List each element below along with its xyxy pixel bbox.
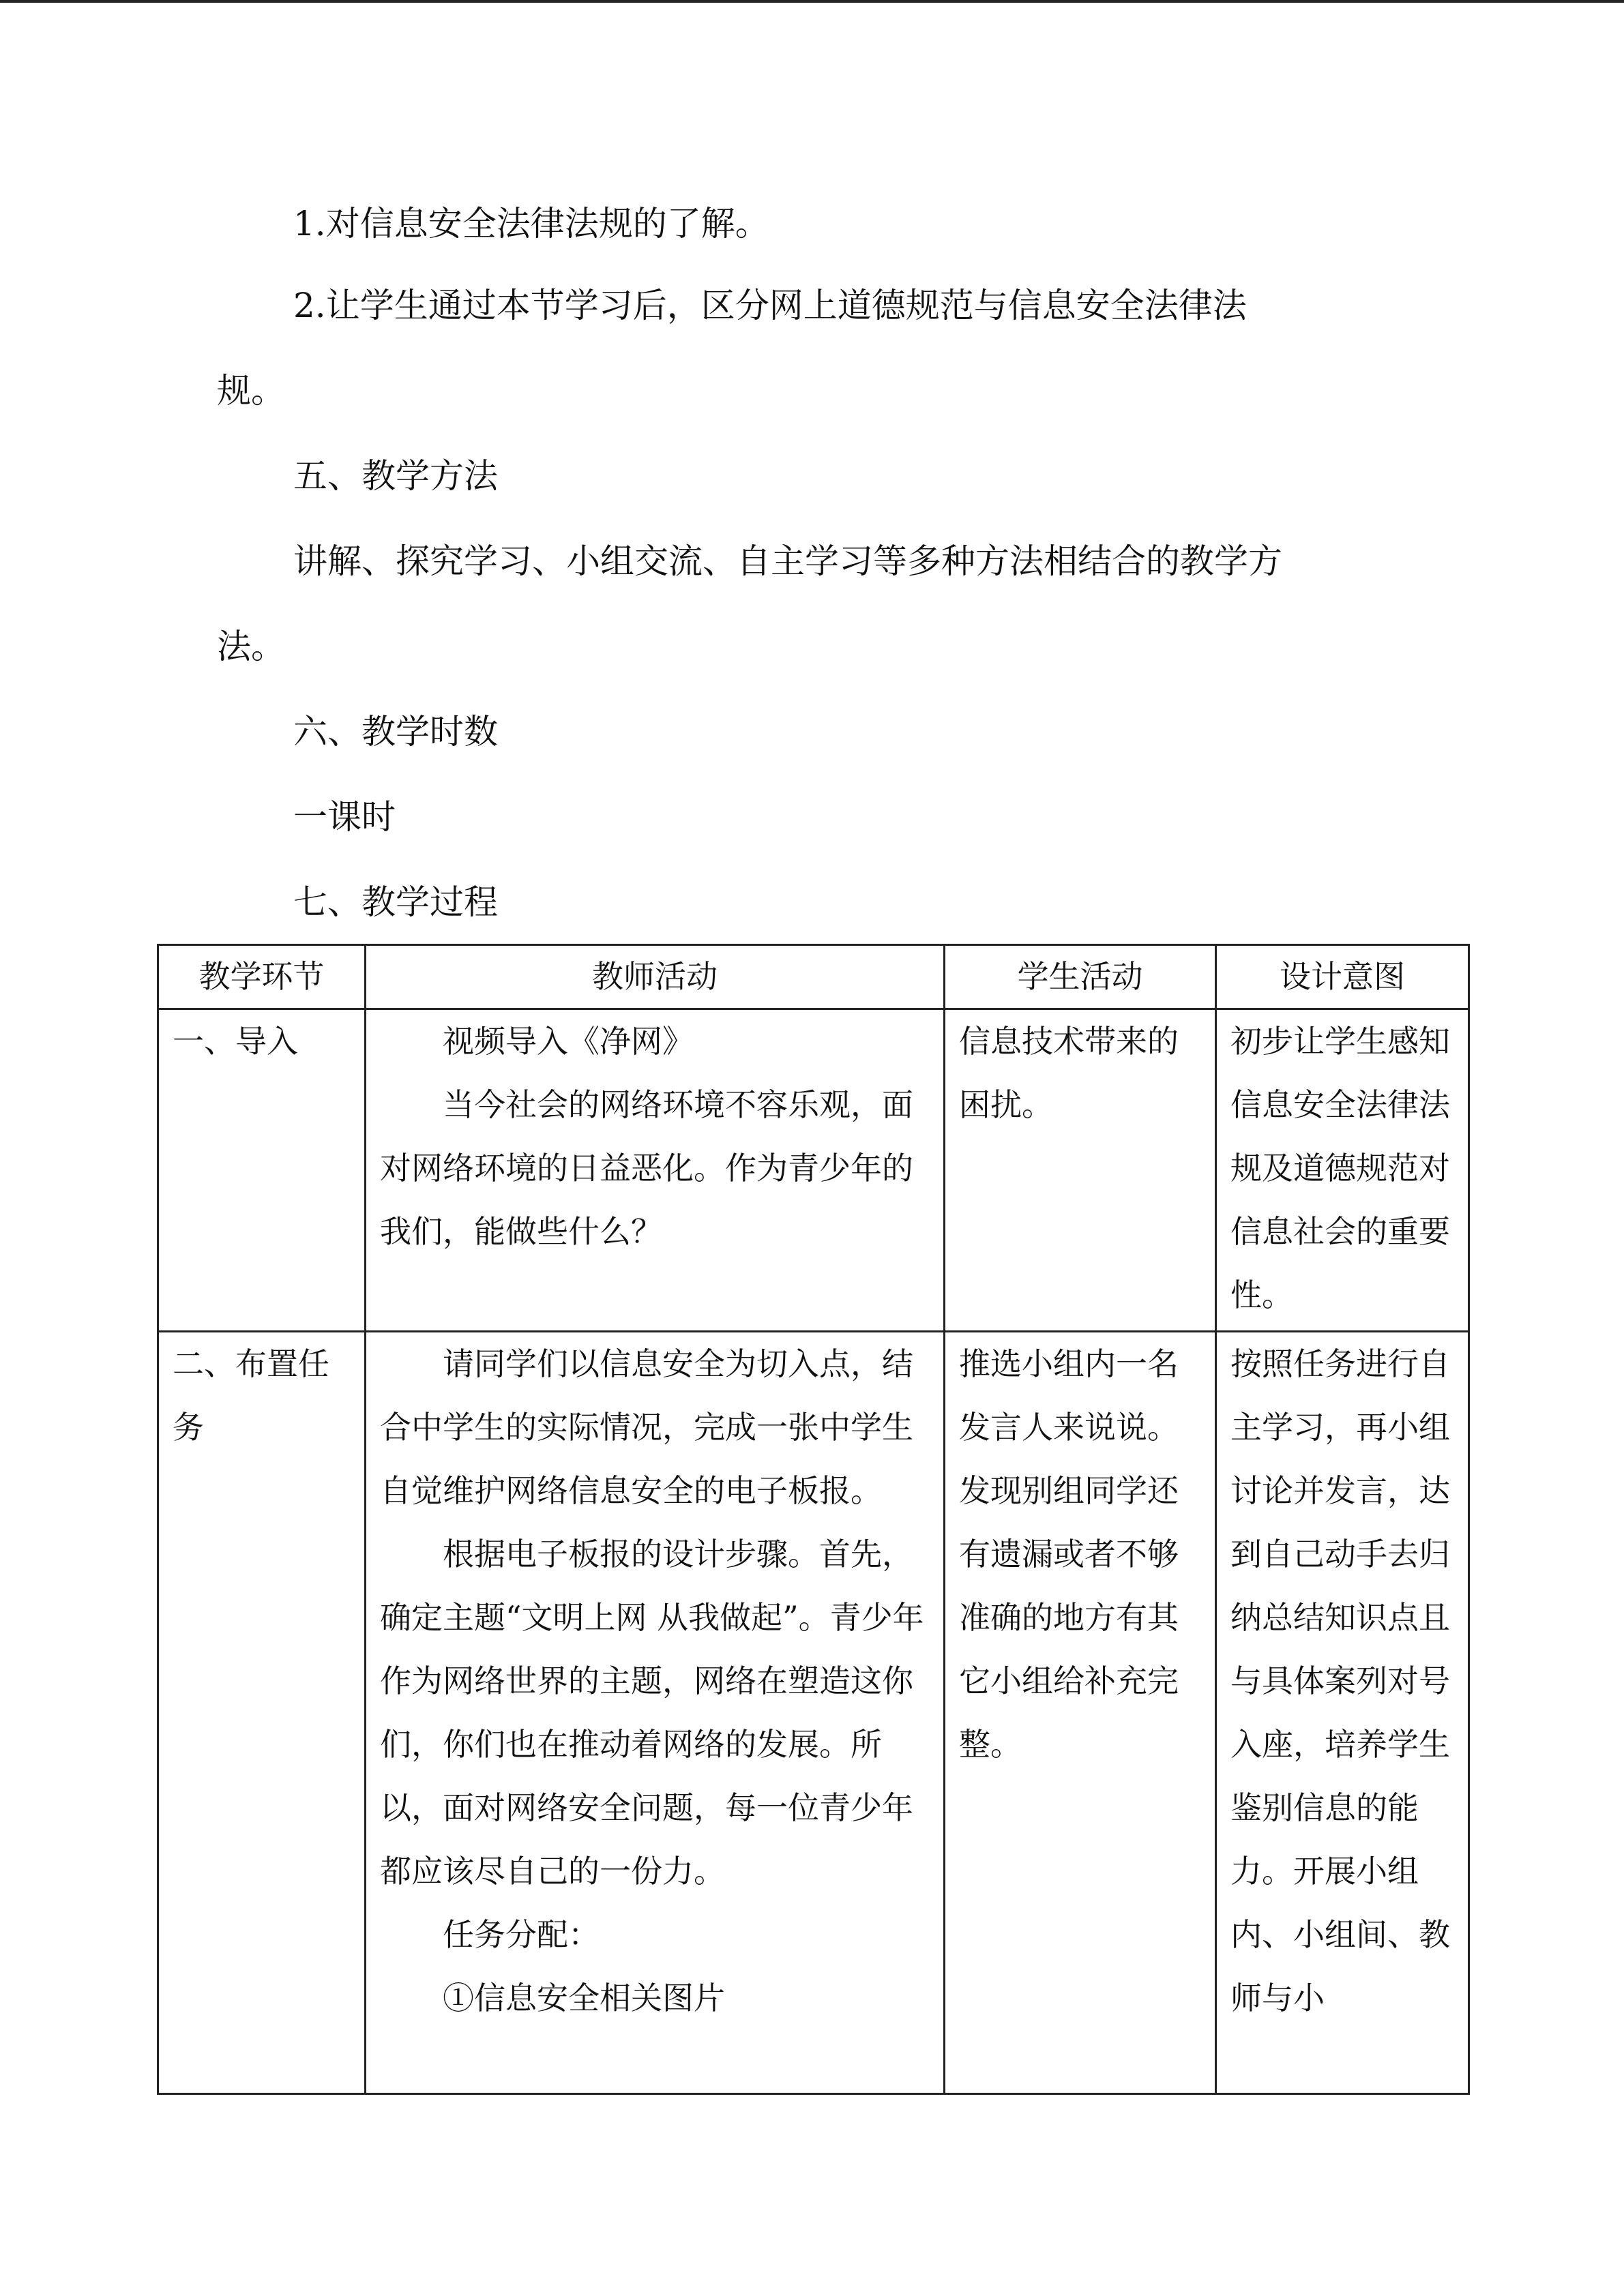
objective-1: 1.对信息安全法律法规的了解。 (293, 204, 769, 243)
teaching-methods-line1: 讲解、探究学习、小组交流、自主学习等多种方法相结合的教学方 (293, 541, 1282, 581)
teacher-paragraph: 任务分配： (443, 1916, 600, 1953)
teacher-paragraph: 请同学们以信息安全为切入点，结合中学生的实际情况，完成一张中学生自觉维护网络信息安全的电子板报。 (380, 1345, 913, 1509)
cell-student-activity: 推选小组内一名发言人来说说。发现别组同学还有遗漏或者不够准确的地方有其它小组给补充完整。 (945, 1332, 1216, 2094)
cell-teacher-activity (366, 1332, 945, 2094)
table-header-row (158, 945, 1469, 1009)
table-row (158, 1332, 1469, 2094)
section-heading-teaching-hours: 六、教学时数 (293, 712, 498, 751)
teacher-paragraph: 视频导入《净网》 (443, 1023, 694, 1060)
teacher-paragraph: 根据电子板报的设计步骤。首先，确定主题“文明上网 从我做起”。青少年作为网络世界的主题，网络在塑造这你们，你们也在推动着网络的发展。所以，面对网络安全问题，每一位青少年都应该尽自己的一份力。 (380, 1536, 924, 1890)
section-heading-teaching-methods: 五、教学方法 (293, 456, 498, 496)
page-top-border (0, 0, 1624, 3)
teacher-paragraph: 当今社会的网络环境不容乐观，面对网络环境的日益恶化。作为青少年的我们，能做些什么？ (380, 1086, 913, 1250)
header-teacher-activity: 教师活动 (366, 945, 945, 1009)
header-stage: 教学环节 (158, 945, 366, 1009)
table-row (158, 1009, 1469, 1332)
cell-design-intent: 初步让学生感知信息安全法律法规及道德规范对信息社会的重要性。 (1216, 1009, 1469, 1332)
teaching-process-table (157, 944, 1470, 2095)
objective-2-line1: 2.让学生通过本节学习后，区分网上道德规范与信息安全法律法 (293, 286, 1247, 325)
teaching-methods-line2: 法。 (217, 627, 285, 666)
teacher-paragraph: ①信息安全相关图片 (443, 1980, 725, 2016)
cell-teacher-activity (366, 1009, 945, 1332)
objective-2-line2: 规。 (217, 371, 285, 411)
teaching-hours-value: 一课时 (293, 797, 396, 837)
cell-design-intent: 按照任务进行自主学习，再小组讨论并发言，达到自己动手去归纳总结知识点且与具体案列对号入座，培养学生鉴别信息的能力。开展小组内、小组间、教师与小 (1216, 1332, 1469, 2094)
cell-student-activity: 信息技术带来的困扰。 (945, 1009, 1216, 1332)
cell-stage: 二、布置任务 (158, 1332, 366, 2094)
header-design-intent: 设计意图 (1216, 945, 1469, 1009)
section-heading-teaching-process: 七、教学过程 (293, 882, 498, 922)
header-student-activity: 学生活动 (945, 945, 1216, 1009)
cell-stage: 一、导入 (158, 1009, 366, 1332)
